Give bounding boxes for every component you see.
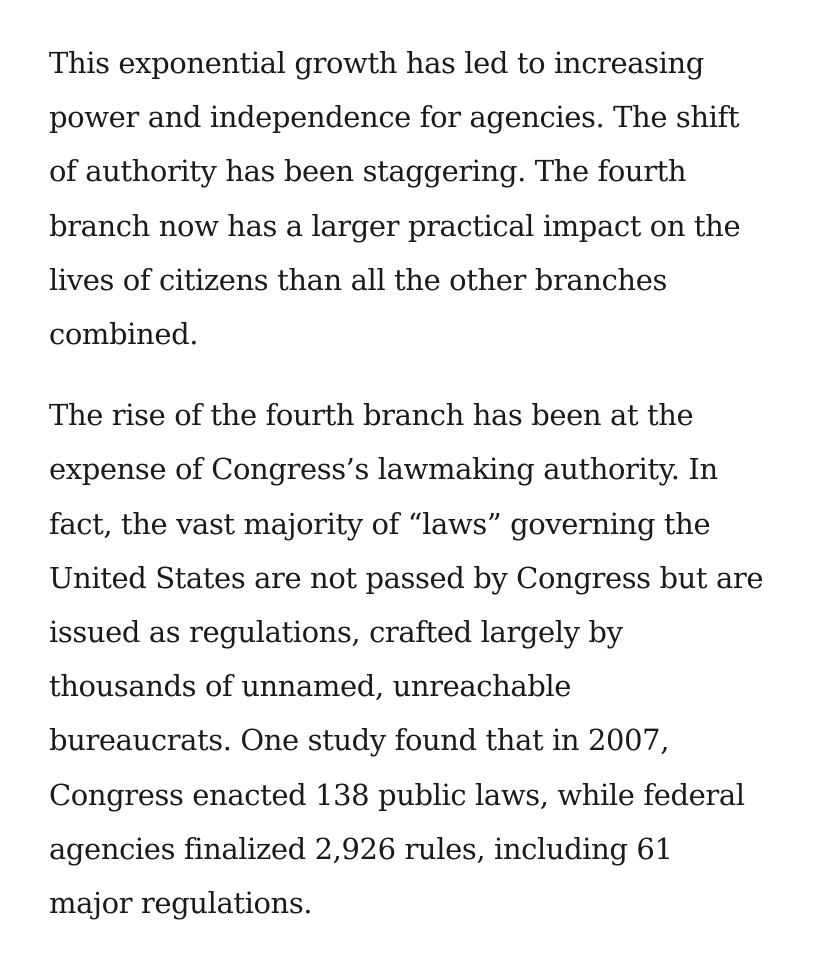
text-line: The rise of the fourth branch has been at the [49,398,694,433]
text-line: branch now has a larger practical impact on the [49,208,741,243]
text-line: expense of Congress’s lawmaking authority. In [49,452,718,487]
text-line: issued as regulations, crafted largely by [49,615,623,650]
text-line: power and independence for agencies. The shift [49,100,740,135]
text-line: of authority has been staggering. The fourth [49,154,687,189]
text-line: fact, the vast majority of “laws” governing the [49,506,711,541]
text-line: This exponential growth has led to increasing [49,46,704,80]
text-line: lives of citizens than all the other branches [49,262,667,297]
paragraph-agency-growth [49,36,809,361]
text-line: major regulations. [49,886,313,921]
text-line: thousands of unnamed, unreachable [49,669,572,704]
article-body [49,36,809,930]
text-line: Congress enacted 138 public laws, while federal [49,777,745,812]
paragraph-fourth-branch [49,388,809,930]
text-line: bureaucrats. One study found that in 2007, [49,723,670,758]
text-line: agencies finalized 2,926 rules, including 61 [49,831,673,866]
text-line: United States are not passed by Congress but are [49,560,764,595]
text-line: combined. [49,317,199,352]
